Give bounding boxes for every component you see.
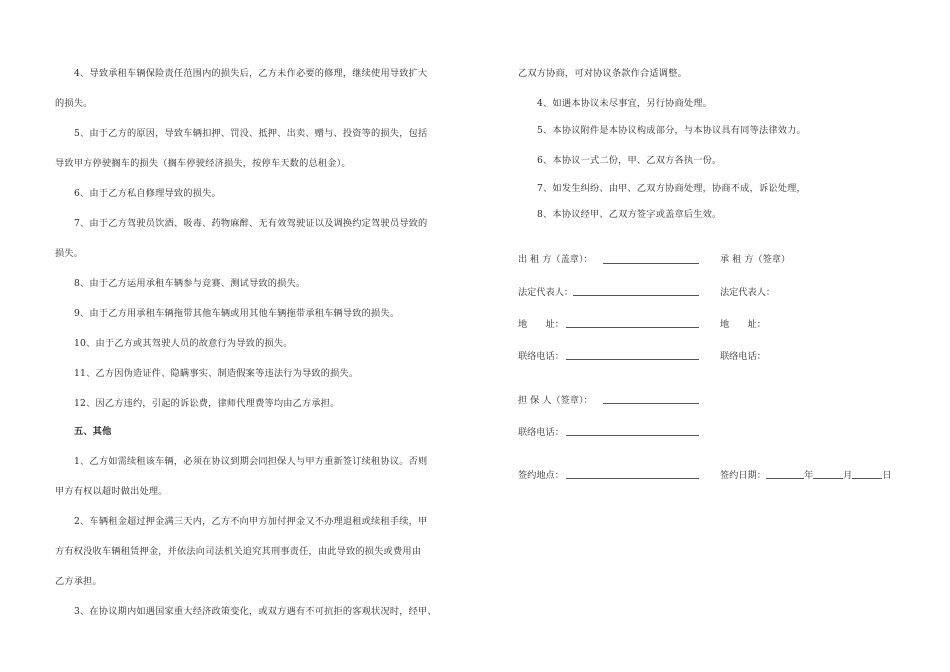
guarantor-phone-label: 联络电话：	[518, 427, 564, 438]
year-label: 年	[803, 470, 814, 481]
lessor-signature-line[interactable]	[603, 263, 699, 264]
month-label: 月	[843, 470, 853, 481]
clause-6: 6、由于乙方私自修理导致的损失。	[74, 188, 221, 199]
clause-11: 11、乙方因伪造证件、隐瞒事实、制造假案等违法行为导致的损失。	[74, 368, 359, 379]
clause-7-line-1: 7、由于乙方驾驶员饮酒、吸毒、药物麻醉、无有效驾驶证以及调换约定驾驶员导致的	[74, 218, 428, 229]
other-2-line-3: 乙方承担。	[55, 576, 102, 587]
other-8: 8、本协议经甲、乙双方签字或盖章后生效。	[537, 209, 722, 220]
month-blank[interactable]	[813, 469, 843, 479]
guarantor-signature-line[interactable]	[603, 403, 699, 404]
other-5: 5、本协议附件是本协议构成部分，与本协议具有同等法律效力。	[537, 125, 806, 136]
clause-7-line-2: 损失。	[55, 248, 84, 259]
sign-place-line[interactable]	[566, 478, 699, 479]
section-5-title: 五、其他	[74, 426, 112, 437]
legal-rep-left-line[interactable]	[573, 295, 699, 296]
day-label: 日	[882, 470, 892, 481]
address-left-line[interactable]	[566, 327, 699, 328]
other-6: 6、本协议一式二份，甲、乙双方各执一份。	[537, 155, 722, 166]
other-4: 4、如遇本协议未尽事宜，另行协商处理。	[537, 98, 713, 109]
other-2-line-2: 方有权没收车辆租赁押金，并依法向司法机关追究其刑事责任，由此导致的损失或费用由	[55, 546, 422, 557]
phone-left-line[interactable]	[566, 359, 699, 360]
year-blank[interactable]	[766, 469, 804, 479]
lessor-label: 出 租 方（盖章）：	[518, 254, 593, 265]
clause-8: 8、由于乙方运用承租车辆参与竞赛、测试导致的损失。	[74, 278, 306, 289]
other-3-line-2: 乙双方协商，可对协议条款作合适调整。	[518, 68, 687, 79]
legal-rep-left-label: 法定代表人：	[518, 287, 574, 298]
clause-4-line-1: 4、导致承租车辆保险责任范围内的损失后，乙方未作必要的修理，继续使用导致扩大	[74, 68, 428, 79]
sign-date-label: 签约日期：	[720, 470, 766, 481]
clause-9: 9、由于乙方用承租车辆拖带其他车辆或用其他车辆拖带承租车辆导致的损失。	[74, 308, 400, 319]
clause-12: 12、因乙方违约，引起的诉讼费，律师代理费等均由乙方承担。	[74, 398, 340, 409]
sign-date	[720, 467, 892, 481]
phone-left-label: 联络电话：	[518, 351, 564, 362]
guarantor-phone-line[interactable]	[566, 435, 699, 436]
other-3-line-1: 3、在协议期内如遇国家重大经济政策变化，或双方遇有不可抗拒的客观状况时，经甲、	[74, 606, 437, 617]
other-1-line-2: 甲方有权以超时做出处理。	[55, 486, 168, 497]
lessee-label: 承 租 方（签章）	[720, 254, 791, 265]
sign-place-label: 签约地点：	[518, 470, 564, 481]
guarantor-label: 担 保 人（签章）：	[518, 395, 593, 406]
other-2-line-1: 2、车辆租金超过押金满三天内，乙方不向甲方加付押金又不办理退租或续租手续，甲	[74, 516, 428, 527]
address-right-label: 地 址：	[720, 319, 766, 330]
clause-5-line-1: 5、由于乙方的原因，导致车辆扣押、罚没、抵押、出卖、赠与、投资等的损失，包括	[74, 128, 428, 139]
address-left-label: 地 址：	[518, 319, 564, 330]
phone-right-label: 联络电话：	[720, 351, 766, 362]
clause-5-line-2: 导致甲方停驶搁车的损失（搁车停驶经济损失，按停车天数的总租金）。	[55, 158, 351, 169]
day-blank[interactable]	[852, 469, 882, 479]
clause-10: 10、由于乙方或其驾驶人员的故意行为导致的损失。	[74, 338, 293, 349]
other-7: 7、如发生纠纷、由甲、乙双方协商处理，协商不成，诉讼处理，	[537, 183, 806, 194]
clause-4-line-2: 的损失。	[55, 98, 93, 109]
legal-rep-right-label: 法定代表人：	[720, 287, 776, 298]
other-1-line-1: 1、乙方如需续租该车辆，必须在协议到期会同担保人与甲方重新签订续租协议。否则	[74, 456, 428, 467]
